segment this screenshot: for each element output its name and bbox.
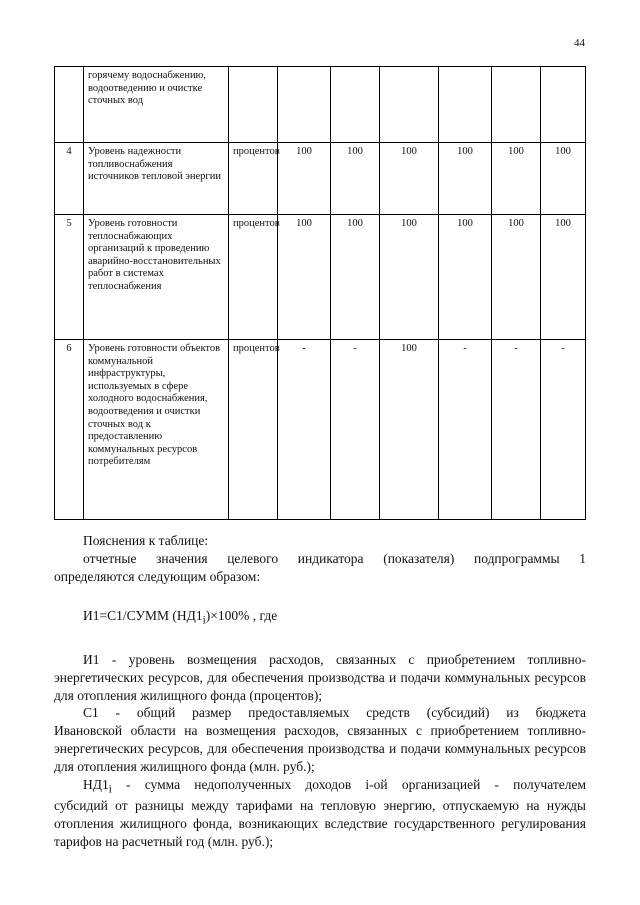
value-cell: 100 xyxy=(541,143,586,215)
nd-sub: i xyxy=(108,783,112,796)
value-cell: 100 xyxy=(439,143,492,215)
table-row xyxy=(55,215,586,340)
row-number: 6 xyxy=(55,340,84,520)
page-number: 44 xyxy=(574,37,585,49)
nd-definition-rest: субсидий от разницы между тарифами на тепловую энергию, отпускаемую на нужды отопления жилищного фонда, возникающих вследствие государственного регулирования тарифов на расчетный год (млн. руб.); xyxy=(54,798,586,849)
value-cell: - xyxy=(331,340,380,520)
notes-intro-end: определяются следующим образом: xyxy=(54,568,261,584)
c1-definition-start: С1 - общий размер предоставляемых средств (субсидий) из бюджета xyxy=(83,705,586,721)
nd-label: НД1 xyxy=(83,776,109,792)
value-cell: 100 xyxy=(492,215,541,340)
value-cell: 100 xyxy=(439,215,492,340)
table-row xyxy=(55,67,586,143)
formula-sub: i xyxy=(202,615,206,628)
unit-cell: процентов xyxy=(229,340,278,520)
value-cell: - xyxy=(278,340,331,520)
value-cell: - xyxy=(439,340,492,520)
nd-text: - сумма недополученных доходов i-ой организацией - получателем xyxy=(111,776,586,792)
formula xyxy=(83,607,586,629)
value-cell xyxy=(492,67,541,143)
unit-cell: процентов xyxy=(229,215,278,340)
c1-definition-rest: Ивановской области на возмещения расходов, связанных с приобретением топливно-энергетических ресурсов, для обеспечения производства и подачи коммунальных ресурсов для отопления жилищного фонда (млн. руб.); xyxy=(54,723,586,774)
row-number: 5 xyxy=(55,215,84,340)
value-cell: - xyxy=(541,340,586,520)
nd-definition-start xyxy=(83,776,586,798)
value-cell: - xyxy=(492,340,541,520)
formula-end: )×100% , где xyxy=(205,608,278,624)
value-cell: 100 xyxy=(331,143,380,215)
value-cell: 100 xyxy=(541,215,586,340)
value-cell: 100 xyxy=(380,143,439,215)
notes-heading: Пояснения к таблице: xyxy=(83,533,209,548)
unit-cell xyxy=(229,67,278,143)
indicator-name: Уровень готовности теплоснабжающих организаций к проведению аварийно-восстановительных работ в системах теплоснабжения xyxy=(84,215,229,340)
notes-intro-line: отчетные значения целевого индикатора (показателя) подпрограммы 1 xyxy=(83,550,586,566)
formula-main: И1=С1/СУММ (НД1 xyxy=(83,608,203,624)
value-cell: 100 xyxy=(492,143,541,215)
value-cell: 100 xyxy=(278,143,331,215)
unit-cell: процентов xyxy=(229,143,278,215)
table-row xyxy=(55,143,586,215)
value-cell xyxy=(439,67,492,143)
value-cell xyxy=(541,67,586,143)
value-cell: 100 xyxy=(380,340,439,520)
value-cell xyxy=(278,67,331,143)
row-number: 4 xyxy=(55,143,84,215)
value-cell: 100 xyxy=(380,215,439,340)
value-cell xyxy=(380,67,439,143)
indicator-name: Уровень надежности топливоснабжения источников тепловой энергии xyxy=(84,143,229,215)
indicator-name: горячему водоснабжению, водоотведению и очистке сточных вод xyxy=(84,67,229,143)
value-cell: 100 xyxy=(331,215,380,340)
i1-definition-rest: энергетических ресурсов, для обеспечения производства и подачи коммунальных ресурсов для отопления жилищного фонда (процентов); xyxy=(54,669,586,703)
indicator-name: Уровень готовности объектов коммунальной инфраструктуры, используемых в сфере холодного водоснабжения, водоотведения и очистки сточных вод к предоставлению коммунальных ресурсов потребителям xyxy=(84,340,229,520)
value-cell xyxy=(331,67,380,143)
indicators-table xyxy=(54,66,586,520)
table-row xyxy=(55,340,586,520)
i1-definition-start: И1 - уровень возмещения расходов, связанных с приобретением топливно- xyxy=(83,651,586,667)
notes-section xyxy=(54,532,586,851)
value-cell: 100 xyxy=(278,215,331,340)
row-number xyxy=(55,67,84,143)
